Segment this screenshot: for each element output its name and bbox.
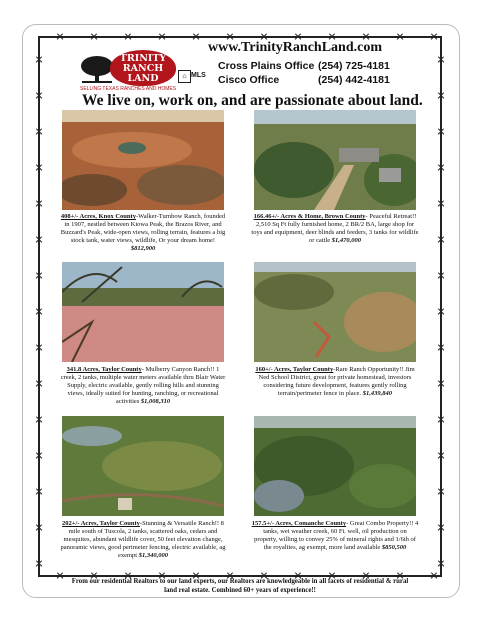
barbed-wire-left: [38, 36, 40, 577]
barbed-wire-right: [440, 36, 442, 577]
barb-mark: [36, 165, 42, 171]
barb-mark: [36, 93, 42, 99]
website-url[interactable]: www.TrinityRanchLand.com: [208, 40, 382, 55]
barb-mark: [36, 489, 42, 495]
office-cross-plains: [218, 60, 390, 72]
barb-mark: [438, 417, 444, 423]
barbed-wire-bottom: [38, 575, 442, 577]
logo-tagline: SELLING TEXAS RANCHES AND HOMES: [80, 86, 177, 92]
listing-description: 160+/- Acres, Taylor County-Rare Ranch Opportunity!! Jim Ned School District, great for private homestead, investors considering future development, features gently rolling terrain/perimeter fence in place. $1,439,840: [255, 366, 415, 398]
barb-mark: [438, 57, 444, 63]
barb-mark: [438, 93, 444, 99]
barb-mark: [438, 453, 444, 459]
office-phone[interactable]: (254) 442-4181: [318, 74, 390, 86]
listing-photo-taylor-mulberry: [62, 262, 224, 362]
barb-mark: [431, 573, 437, 579]
oak-tree-icon: [80, 54, 114, 84]
equal-housing-icon: ⌂: [178, 70, 191, 83]
barb-mark: [36, 381, 42, 387]
logo-wordmark: TRINITY RANCH LAND: [110, 50, 176, 86]
barb-mark: [36, 201, 42, 207]
barb-mark: [438, 309, 444, 315]
barb-mark: [193, 34, 199, 40]
office-phone[interactable]: (254) 725-4181: [318, 60, 390, 72]
listing-photo-brown: [254, 110, 416, 210]
office-cisco: [218, 74, 390, 86]
barb-mark: [36, 417, 42, 423]
office-name: Cisco Office: [218, 74, 280, 86]
listing-photo-taylor-versatile: [62, 416, 224, 516]
barb-mark: [125, 34, 131, 40]
barb-mark: [438, 201, 444, 207]
barb-mark: [438, 165, 444, 171]
barb-mark: [438, 381, 444, 387]
mls-badge: MLS: [191, 72, 206, 79]
barb-mark: [438, 129, 444, 135]
barb-mark: [438, 345, 444, 351]
listing-photo-comanche: [254, 416, 416, 516]
listing-photo-taylor-rare: [254, 262, 416, 362]
barb-mark: [36, 237, 42, 243]
listing-photo-knox: [62, 110, 224, 210]
barb-mark: [438, 489, 444, 495]
barb-mark: [91, 34, 97, 40]
barb-mark: [438, 561, 444, 567]
listing-description: 157.5+/- Acres, Comanche County- Great Combo Property!! 4 tanks, wet weather creek, 60 Ft. well, oil production on property, willing to convey 25% of mineral rights and 1/6th of the royalties, ag exempt, more land available $850,500: [251, 520, 419, 552]
listing-description: 166.46+/- Acres & Home, Brown County- Peaceful Retreat!! 2,510 Sq Ft fully furnished home, 2 BR/2 BA, large shop for toys and equipment, deer blinds and feeders, 3 tanks for wildlife or cattle $1,470,000: [251, 213, 419, 245]
office-name: Cross Plains Office: [218, 60, 315, 72]
barb-mark: [57, 573, 63, 579]
barb-mark: [431, 34, 437, 40]
listing-description: 202+/- Acres, Taylor County-Stunning & Versatile Ranch!! 8 mile south of Tuscola, 2 tanks, scattered oaks, cedars and mesquites, abundant wildlife cover, 50 feet elevation change, panoramic views, good perimeter fencing, electric available, ag exempt $1,340,000: [60, 520, 226, 560]
barb-mark: [438, 237, 444, 243]
barb-mark: [57, 34, 63, 40]
barb-mark: [36, 561, 42, 567]
listing-description: 341.8 Acres, Taylor County- Mulberry Canyon Ranch!! 1 creek, 2 tanks, multiple water meters available thru Blair Water Supply, electric available, gently rolling hills and stunning views, ideally suited for hunting, ranching, or recreational activities $1,008,310: [60, 366, 226, 406]
barb-mark: [36, 273, 42, 279]
barb-mark: [438, 273, 444, 279]
barb-mark: [438, 525, 444, 531]
barb-mark: [36, 57, 42, 63]
barb-mark: [36, 525, 42, 531]
barb-mark: [36, 453, 42, 459]
footer-text: From our residential Realtors to our land experts, our Realtors are knowledgeable in all facets of residential & rural land real estate. Combined 60+ years of experience!!: [71, 578, 409, 594]
barb-mark: [36, 345, 42, 351]
barb-mark: [397, 34, 403, 40]
page-headline: We live on, work on, and are passionate about land.: [82, 92, 423, 109]
barb-mark: [36, 129, 42, 135]
barb-mark: [36, 309, 42, 315]
barb-mark: [159, 34, 165, 40]
barbed-wire-top: [38, 36, 442, 38]
listing-description: 408+/- Acres, Knox County-Walker-Turnbow Ranch, founded in 1907, nestled between Kiowa Peak, the Brazos River, and Buzzard's Peak, wide-open views, rolling terrain, features a big stock tank, water views, wildlife, Or your dream home! $812,900: [60, 213, 226, 253]
